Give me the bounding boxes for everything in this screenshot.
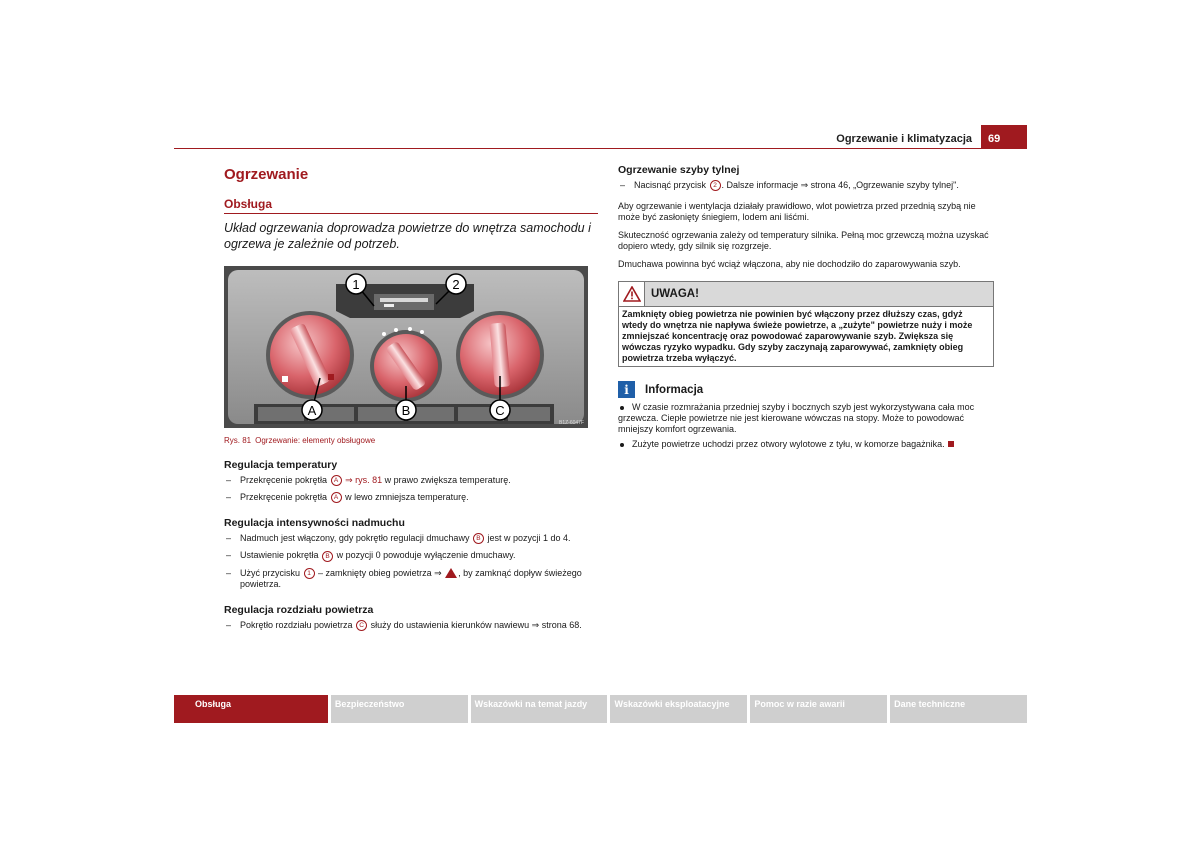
marker-2: 2 bbox=[710, 180, 721, 191]
list-dash: – bbox=[226, 550, 232, 561]
blower-list bbox=[224, 533, 598, 589]
paragraph: Dmuchawa powinna być wciąż włączona, aby nie dochodziło do zaparowywania szyb. bbox=[618, 259, 961, 270]
blower-heading: Regulacja intensywności nadmuchu bbox=[224, 517, 405, 530]
list-text: Nacisnąć przycisk bbox=[634, 180, 707, 190]
list-text: Użyć przycisku bbox=[240, 567, 301, 578]
subsection-title: Obsługa bbox=[224, 197, 598, 214]
marker-B: B bbox=[473, 533, 484, 544]
warning-icon bbox=[619, 282, 645, 306]
list-dash: – bbox=[226, 619, 232, 630]
temperature-list bbox=[224, 475, 598, 503]
list-text: w pozycji 0 powoduje wyłączenie dmuchawy. bbox=[336, 550, 516, 561]
list-text: Zużyte powietrze uchodzi przez otwory wylotowe z tyłu, w komorze bagażnika. bbox=[632, 439, 945, 450]
list-text: . Dalsze informacje ⇒ strona 46, „Ogrzewanie szyby tylnej". bbox=[721, 180, 959, 190]
callout-C bbox=[490, 400, 510, 420]
figure-caption-label: Rys. 81 bbox=[224, 436, 252, 445]
tab-obsluga[interactable]: Obsługa bbox=[174, 695, 328, 723]
figure-code: B1Z-6047F bbox=[558, 420, 584, 426]
tab-wskazowki-eksploatacyjne[interactable]: Wskazówki eksploatacyjne bbox=[610, 695, 747, 723]
distribution-list bbox=[224, 620, 598, 631]
header-rule bbox=[174, 148, 1027, 149]
intro-text: Układ ogrzewania doprowadza powietrze do wnętrza samochodu i ogrzewa je zależnie od potrzeb. bbox=[224, 221, 591, 251]
footer-navigation bbox=[174, 695, 1027, 723]
list-dash: – bbox=[226, 567, 232, 578]
list-item bbox=[224, 620, 598, 631]
list-text: Pokrętło rozdziału powietrza bbox=[240, 619, 353, 630]
list-dash: – bbox=[226, 492, 232, 503]
tab-bezpieczenstwo[interactable]: Bezpieczeństwo bbox=[331, 695, 468, 723]
callout-1 bbox=[346, 274, 366, 294]
list-text: – zamknięty obieg powietrza ⇒ bbox=[318, 567, 442, 578]
list-text: W czasie rozmrażania przedniej szyby i bocznych szyb jest wykorzystywana cała moc grzewcza. Ciepłe powietrze nie jest kierowane wówczas na stopy. Może to powodować mniejszy komfort ogrzewania. bbox=[618, 402, 975, 435]
svg-text:2: 2 bbox=[452, 277, 460, 292]
left-column bbox=[224, 160, 598, 637]
temperature-heading: Regulacja temperatury bbox=[224, 459, 338, 471]
heating-panel-illustration bbox=[224, 266, 588, 428]
list-item bbox=[618, 180, 994, 191]
list-item bbox=[224, 533, 598, 544]
marker-1: 1 bbox=[304, 568, 315, 579]
figure-caption bbox=[224, 436, 598, 445]
svg-text:1: 1 bbox=[352, 277, 360, 292]
info-title: Informacja bbox=[645, 383, 704, 396]
paragraph: Skuteczność ogrzewania zależy od temperatury silnika. Pełną moc grzewczą można uzyskać dopiero wtedy, gdy silnik się rozgrzeje. bbox=[618, 230, 989, 252]
svg-text:A: A bbox=[307, 403, 317, 418]
tab-pomoc[interactable]: Pomoc w razie awarii bbox=[750, 695, 887, 723]
info-header bbox=[618, 381, 994, 398]
list-text: , by zamknąć dopływ świeżego powietrza. bbox=[240, 567, 582, 589]
marker-B: B bbox=[322, 551, 333, 562]
svg-text:C: C bbox=[495, 403, 505, 418]
page-number: 69 bbox=[981, 125, 1027, 149]
figure-caption-text: Ogrzewanie: elementy obsługowe bbox=[255, 436, 376, 445]
warning-triangle-icon[interactable] bbox=[445, 568, 457, 578]
warning-text: Zamknięty obieg powietrza nie powinien być włączony przez dłuższy czas, gdyż wtedy do wnętrza nie napływa świeże powietrze, a „zużyte" powietrze nuży i może zmniejszać koncentrację oraz powodować zaparowywanie szyb. Zwiększa się wówczas ryzyko wypadku. Gdy szyby zaczynają zaparowywać, zamknięty obieg powietrza trzeba wyłączyć. bbox=[622, 309, 973, 364]
list-item bbox=[224, 550, 598, 561]
list-dash: – bbox=[226, 475, 232, 485]
warning-title: UWAGA! bbox=[651, 288, 699, 301]
rear-window-list bbox=[618, 180, 994, 191]
callout-2 bbox=[446, 274, 466, 294]
list-text: Przekręcenie pokrętła bbox=[240, 492, 328, 503]
list-text: w prawo zwiększa temperaturę. bbox=[384, 475, 511, 485]
list-item bbox=[224, 492, 598, 503]
paragraph: Aby ogrzewanie i wentylacja działały prawidłowo, wlot powietrza przed przednią szybą nie może być zasłonięty śniegiem, lodem ani liśćmi. bbox=[618, 201, 976, 223]
bullet-icon bbox=[620, 406, 624, 410]
distribution-heading: Regulacja rozdziału powietrza bbox=[224, 603, 374, 616]
heating-controls-figure bbox=[224, 266, 588, 428]
info-list bbox=[618, 402, 994, 450]
section-title: Ogrzewanie bbox=[224, 166, 309, 183]
bullet-icon bbox=[620, 443, 624, 447]
list-item bbox=[618, 439, 994, 450]
list-text: jest w pozycji 1 do 4. bbox=[487, 533, 571, 544]
marker-A: A bbox=[331, 475, 342, 486]
right-column bbox=[618, 160, 994, 454]
marker-C: C bbox=[356, 620, 367, 631]
list-text: Nadmuch jest włączony, gdy pokrętło regulacji dmuchawy bbox=[240, 533, 470, 544]
list-text: służy do ustawienia kierunków nawiewu ⇒ strona 68. bbox=[370, 619, 582, 630]
list-text: Przekręcenie pokrętła bbox=[240, 475, 328, 485]
svg-text:B: B bbox=[401, 403, 411, 418]
warning-header bbox=[619, 282, 993, 307]
list-dash: – bbox=[226, 533, 232, 544]
list-item bbox=[224, 475, 598, 486]
list-dash: – bbox=[620, 180, 626, 190]
marker-A: A bbox=[331, 492, 342, 503]
info-icon: i bbox=[618, 381, 635, 398]
rear-window-heading: Ogrzewanie szyby tylnej bbox=[618, 164, 740, 176]
warning-box bbox=[618, 281, 994, 367]
list-text: w lewo zmniejsza temperaturę. bbox=[345, 492, 469, 503]
figure-reference-link[interactable]: ⇒ rys. 81 bbox=[345, 475, 383, 485]
tab-wskazowki-jazdy[interactable]: Wskazówki na temat jazdy bbox=[471, 695, 608, 723]
callout-A bbox=[302, 400, 322, 420]
list-text: Ustawienie pokrętła bbox=[240, 550, 319, 561]
callout-B bbox=[396, 400, 416, 420]
list-item bbox=[224, 568, 598, 590]
tab-dane-techniczne[interactable]: Dane techniczne bbox=[890, 695, 1027, 723]
end-of-section-icon bbox=[948, 441, 954, 447]
chapter-title: Ogrzewanie i klimatyzacja bbox=[836, 133, 972, 145]
list-item bbox=[618, 402, 994, 435]
